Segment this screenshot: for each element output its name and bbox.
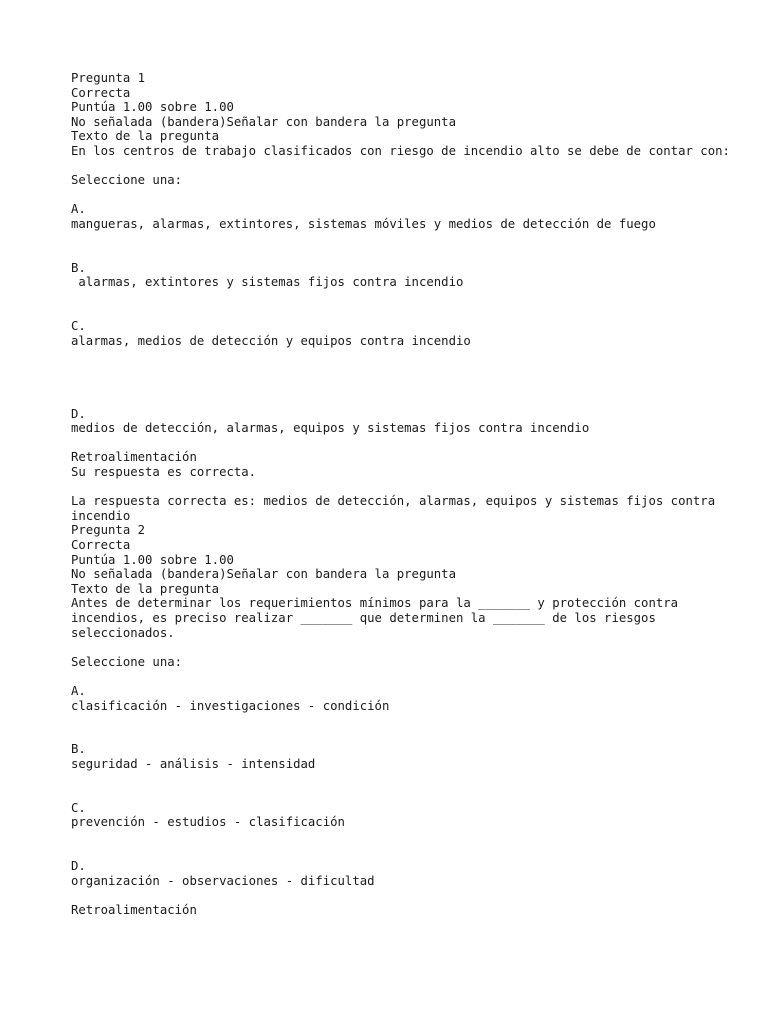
answer-option-c[interactable] bbox=[71, 801, 731, 830]
flag-question-link[interactable]: No señalada (bandera)Señalar con bandera la pregunta bbox=[71, 114, 456, 129]
answer-option-b[interactable] bbox=[71, 261, 731, 290]
answer-option-c[interactable] bbox=[71, 319, 731, 348]
option-text: organización - observaciones - dificultad bbox=[71, 873, 375, 888]
feedback-label: Retroalimentación bbox=[71, 450, 197, 465]
question-status: Correcta bbox=[71, 85, 131, 100]
option-letter: C. bbox=[71, 800, 86, 815]
select-prompt: Seleccione una: bbox=[71, 173, 183, 188]
option-letter: B. bbox=[71, 260, 86, 275]
answer-option-d[interactable] bbox=[71, 859, 731, 888]
option-text: alarmas, medios de detección y equipos contra incendio bbox=[71, 333, 471, 348]
option-letter: A. bbox=[71, 683, 86, 698]
select-prompt: Seleccione una: bbox=[71, 654, 183, 669]
question-text-label: Texto de la pregunta bbox=[71, 129, 220, 144]
question-text: Antes de determinar los requerimientos mínimos para la _______ y protección contra incendios, es preciso realizar _______ que determinen la _______ de los riesgos seleccionados. bbox=[71, 596, 686, 640]
option-text: medios de detección, alarmas, equipos y sistemas fijos contra incendio bbox=[71, 421, 590, 436]
flag-question-link[interactable]: No señalada (bandera)Señalar con bandera la pregunta bbox=[71, 567, 456, 582]
question-text-label: Texto de la pregunta bbox=[71, 581, 220, 596]
quiz-review-document bbox=[71, 71, 731, 917]
question-title: Pregunta 2 bbox=[71, 523, 146, 538]
question-title: Pregunta 1 bbox=[71, 71, 146, 85]
question-score: Puntúa 1.00 sobre 1.00 bbox=[71, 100, 234, 115]
option-letter: D. bbox=[71, 406, 86, 421]
option-letter: B. bbox=[71, 742, 86, 757]
correct-answer-text: La respuesta correcta es: medios de detección, alarmas, equipos y sistemas fijos contra incendio bbox=[71, 494, 723, 523]
question-text: En los centros de trabajo clasificados con riesgo de incendio alto se debe de contar con: bbox=[71, 143, 730, 158]
option-text: alarmas, extintores y sistemas fijos contra incendio bbox=[71, 275, 464, 290]
option-text: mangueras, alarmas, extintores, sistemas móviles y medios de detección de fuego bbox=[71, 216, 656, 231]
question-2 bbox=[71, 523, 731, 917]
option-letter: D. bbox=[71, 859, 86, 874]
answer-option-a[interactable] bbox=[71, 202, 731, 231]
question-score: Puntúa 1.00 sobre 1.00 bbox=[71, 552, 234, 567]
question-1 bbox=[71, 71, 731, 523]
feedback-text: Su respuesta es correcta. bbox=[71, 465, 257, 480]
option-letter: C. bbox=[71, 319, 86, 334]
option-text: clasificación - investigaciones - condición bbox=[71, 698, 390, 713]
answer-option-b[interactable] bbox=[71, 742, 731, 771]
option-text: prevención - estudios - clasificación bbox=[71, 815, 345, 830]
feedback-label: Retroalimentación bbox=[71, 902, 197, 917]
option-text: seguridad - análisis - intensidad bbox=[71, 756, 316, 771]
question-status: Correcta bbox=[71, 538, 131, 553]
answer-option-d[interactable] bbox=[71, 407, 731, 436]
answer-option-a[interactable] bbox=[71, 684, 731, 713]
option-letter: A. bbox=[71, 202, 86, 217]
